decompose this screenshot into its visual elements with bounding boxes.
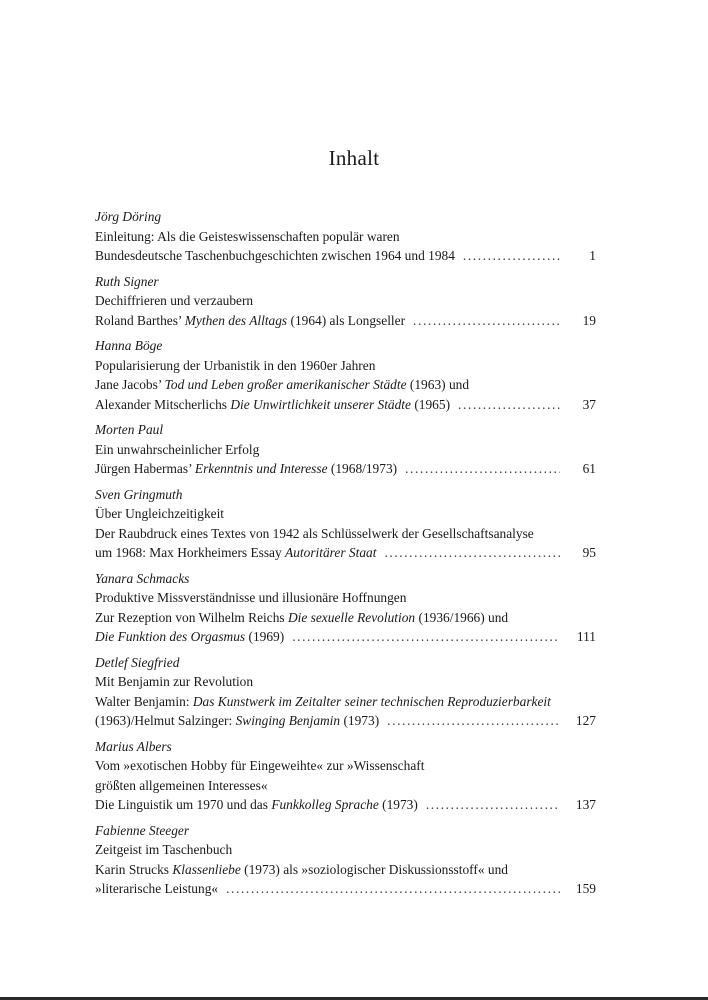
page-number: 37	[582, 396, 596, 412]
entry-title-line: Ein unwahrscheinlicher Erfolg	[95, 441, 260, 457]
page-number: 95	[582, 545, 596, 560]
text-run: (1969)	[245, 629, 285, 644]
entry-last-line	[95, 246, 596, 266]
text-run: (1963)/Helmut Salzinger:	[95, 713, 236, 728]
page-number: 19	[582, 312, 596, 328]
italic-title: Tod und Leben großer amerikanischer Städte	[164, 377, 407, 392]
italic-title: Das Kunstwerk im Zeitalter seiner technischen Reproduzierbarkeit	[192, 693, 551, 709]
dot-leader	[405, 459, 560, 479]
dot-leader	[226, 879, 560, 899]
entry-subtitle-line	[95, 375, 596, 395]
text-run: (1936/1966) und	[415, 609, 509, 625]
dot-leader	[384, 543, 560, 563]
page-number: 127	[575, 713, 596, 728]
entry-last-line-text	[95, 311, 405, 331]
toc-entry[interactable]	[95, 336, 596, 414]
text-run: (1973)	[378, 797, 418, 812]
text-run: Walter Benjamin:	[95, 693, 193, 709]
entry-title-line: Der Raubdruck eines Textes von 1942 als Schlüsselwerk der Gesellschaftsanalyse	[95, 525, 534, 541]
text-run: Roland Barthes’	[95, 312, 185, 328]
page-title: Inhalt	[328, 146, 380, 170]
page-number: 159	[575, 881, 596, 896]
entry-title-line: Vom »exotischen Hobby für Eingeweihte« zur »Wissenschaft	[95, 758, 425, 773]
entry-title-line: Popularisierung der Urbanistik in den 1960er Jahren	[95, 357, 376, 373]
entry-title-line: Mit Benjamin zur Revolution	[95, 674, 254, 689]
toc-entry[interactable]	[95, 420, 596, 479]
text-run: Die Linguistik um 1970 und das	[95, 797, 272, 812]
italic-title: Die Funktion des Orgasmus	[95, 629, 246, 644]
dot-leader	[292, 627, 560, 647]
text-run: um 1968: Max Horkheimers Essay	[95, 545, 286, 560]
entry-last-line	[95, 795, 596, 815]
entry-author: Marius Albers	[95, 738, 172, 754]
entry-last-line-text	[95, 711, 379, 731]
entry-last-line-text	[95, 246, 455, 266]
italic-title: Klassenliebe	[172, 861, 241, 877]
toc-entry[interactable]	[95, 569, 596, 647]
table-of-contents	[95, 207, 596, 905]
text-run: »literarische Leistung«	[95, 881, 219, 896]
entry-last-line	[95, 711, 596, 731]
entry-last-line-text	[95, 795, 418, 815]
text-run: Karin Strucks	[95, 861, 173, 877]
entry-author: Yanara Schmacks	[95, 570, 190, 586]
toc-entry[interactable]	[95, 653, 596, 731]
text-run: (1964) als Longseller	[287, 312, 406, 328]
text-run: (1973) als »soziologischer Diskussionsstoff« und	[240, 861, 508, 877]
entry-title-line: größten allgemeinen Interesses«	[95, 777, 268, 793]
text-run: (1963) und	[406, 377, 470, 392]
toc-entry[interactable]	[95, 821, 596, 899]
toc-entry[interactable]	[95, 272, 596, 331]
italic-title: Mythen des Alltags	[184, 312, 288, 328]
entry-last-line	[95, 627, 596, 647]
entry-subtitle-line	[95, 692, 596, 712]
entry-last-line	[95, 879, 596, 899]
dot-leader	[426, 795, 560, 815]
entry-last-line-text	[95, 395, 450, 415]
entry-title-line: Produktive Missverständnisse und illusionäre Hoffnungen	[95, 590, 407, 605]
italic-title: Funkkolleg Sprache	[271, 797, 379, 812]
entry-author: Hanna Böge	[95, 338, 163, 353]
entry-last-line-text	[95, 459, 397, 479]
text-run: Jürgen Habermas’	[95, 461, 195, 476]
toc-entry[interactable]	[95, 485, 596, 563]
dot-leader	[413, 311, 560, 331]
dot-leader	[463, 246, 560, 266]
italic-title: Autoritärer Staat	[285, 545, 377, 560]
entry-last-line-text	[95, 627, 284, 647]
toc-entry[interactable]	[95, 207, 596, 266]
entry-author: Ruth Signer	[95, 273, 159, 289]
text-run: (1973)	[340, 713, 380, 728]
text-run: (1965)	[410, 396, 451, 412]
entry-last-line	[95, 395, 596, 415]
italic-title: Die sexuelle Revolution	[287, 609, 416, 625]
entry-title-line: Über Ungleichzeitigkeit	[95, 506, 225, 521]
entry-author: Sven Gringmuth	[95, 486, 183, 502]
toc-entry[interactable]	[95, 737, 596, 815]
text-run: Jane Jacobs’	[95, 377, 165, 392]
entry-author: Morten Paul	[95, 422, 164, 437]
dot-leader	[387, 711, 560, 731]
entry-title-line: Zeitgeist im Taschenbuch	[95, 842, 233, 857]
entry-last-line-text	[95, 879, 218, 899]
italic-title: Erkenntnis und Interesse	[194, 461, 328, 476]
text-run: Bundesdeutsche Taschenbuchgeschichten zwischen 1964 und 1984	[95, 248, 455, 263]
entry-last-line	[95, 459, 596, 479]
page-number: 61	[582, 461, 596, 476]
text-run: (1968/1973)	[327, 461, 398, 476]
entry-subtitle-line	[95, 608, 596, 628]
entry-author: Detlef Siegfried	[95, 654, 180, 670]
italic-title: Die Unwirtlichkeit unserer Städte	[230, 396, 411, 412]
entry-title-line: Einleitung: Als die Geisteswissenschaften populär waren	[95, 228, 400, 244]
entry-subtitle-line	[95, 860, 596, 880]
entry-title-line: Dechiffrieren und verzaubern	[95, 293, 254, 308]
page-number: 111	[576, 629, 596, 644]
entry-last-line-text	[95, 543, 376, 563]
text-run: Zur Rezeption von Wilhelm Reichs	[95, 609, 288, 625]
entry-author: Fabienne Steeger	[95, 822, 190, 838]
entry-author: Jörg Döring	[95, 209, 162, 224]
entry-last-line	[95, 543, 596, 563]
page-number: 1	[589, 248, 596, 263]
page-number: 137	[575, 797, 596, 812]
entry-last-line	[95, 311, 596, 331]
italic-title: Swinging Benjamin	[235, 713, 341, 728]
dot-leader	[458, 395, 560, 415]
text-run: Alexander Mitscherlichs	[95, 396, 231, 412]
